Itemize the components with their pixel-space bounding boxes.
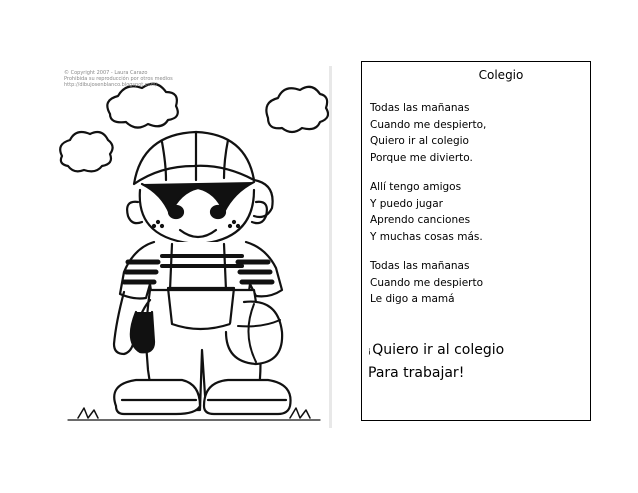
boy-drawing — [58, 66, 330, 428]
cloud-left — [60, 132, 112, 171]
poem-line: Aprendo canciones — [370, 214, 471, 226]
coloring-illustration — [58, 66, 330, 428]
poem-line: Todas las mañanas — [370, 102, 470, 114]
poem-line: Allí tengo amigos — [370, 181, 462, 193]
poem-line: Porque me divierto. — [370, 151, 473, 164]
final-line-2: Para trabajar! — [368, 365, 465, 381]
final-line-1-text: Quiero ir al colegio — [372, 342, 505, 358]
stanza-3 — [370, 258, 584, 308]
poem-line: Cuando me despierto — [370, 276, 484, 289]
copyright-line: © Copyright 2007 - Laura Carazo — [64, 70, 148, 76]
poem-body — [370, 100, 584, 321]
poem-line: Y muchas cosas más. — [370, 230, 483, 243]
final-line-1 — [368, 339, 504, 362]
exclamation-mark: ¡ — [368, 346, 372, 355]
poem-final-stanza — [368, 339, 504, 384]
right-shoe — [204, 380, 291, 414]
copyright-notice — [64, 70, 214, 88]
poem-line: Cuando me despierto, — [370, 118, 487, 131]
stanza-1 — [370, 100, 584, 166]
copyright-line: http://dibujosenblanco.blogspot.com/ — [64, 82, 158, 88]
cloud-right — [266, 87, 328, 132]
stanza-2 — [370, 179, 584, 245]
left-shoe — [114, 380, 200, 414]
cloud-top — [107, 84, 177, 128]
poem-line: Le digo a mamá — [370, 293, 455, 305]
poem-line: Todas las mañanas — [370, 260, 470, 272]
poem-title: Colegio — [478, 68, 524, 82]
poem-line: Y puedo jugar — [370, 197, 443, 210]
poem-line: Quiero ir al colegio — [370, 135, 469, 147]
poem-box — [361, 61, 591, 421]
copyright-line: Prohibida su reproducción por otros medios — [64, 76, 173, 82]
cap — [134, 132, 254, 184]
